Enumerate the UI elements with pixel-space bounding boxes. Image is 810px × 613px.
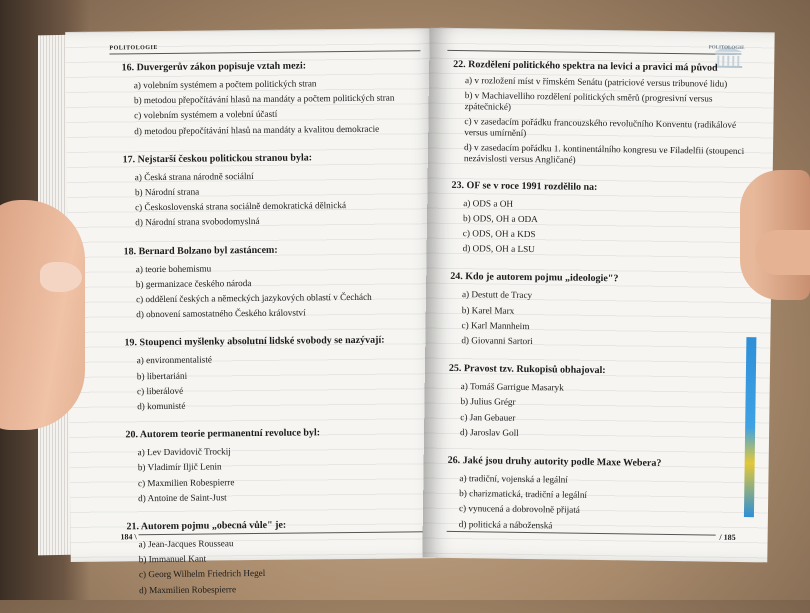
answer-option: d) Antoine de Saint-Just [138,492,227,504]
answer-option: b) metodou přepočítávání hlasů na mandáty a počtem politických stran [133,92,395,106]
answer-option: c) Georg Wilhelm Friedrich Hegel [138,568,266,580]
answer-option: b) Národní strana [134,186,200,198]
answer-option: c) oddělení českých a německých jazykových oblastí v Čechách [135,291,372,305]
answer-option: b) Julius Grégr [460,396,516,408]
question-25 [448,362,749,444]
answer-option: d) v zasedacím pořádku 1. kontinentálního kongresu ve Filadelfii (stoupenci nezávislosti versus Angličané) [463,141,745,165]
question-title: 20. Autorem teorie permanentní revoluce byl: [125,427,321,441]
logo-label: POLITOLOGIE [708,45,745,52]
answer-option: b) Karel Marx [461,304,515,316]
question-17 [123,150,424,231]
thumb-nail [40,262,82,292]
answer-option: a) environmentalisté [136,354,212,366]
answer-option: d) Maxmilien Robespierre [139,583,237,595]
answer-option: a) Česká strana národně sociální [134,170,254,183]
answer-option: c) vynucená a dobrovolně přijatá [458,503,580,516]
answer-option: b) germanizace českého národa [135,277,252,290]
open-book [38,10,780,595]
answer-option: a) Destutt de Tracy [461,289,533,301]
question-title: 25. Pravost tzv. Rukopisů obhajoval: [448,363,606,377]
page-number: / 185 [719,532,736,542]
question-26 [447,454,748,536]
answer-option: b) Vladimír Iljič Lenin [137,461,222,473]
answer-option: b) libertariáni [136,370,188,381]
answer-option: d) ODS, OH a LSU [462,243,535,255]
answer-option: a) volebním systémem a počtem politických stran [133,78,317,91]
answer-option: a) ODS a OH [463,197,514,209]
answer-option: d) metodou přepočítávání hlasů na mandáty a kvalitou demokracie [134,123,380,136]
question-title: 16. Duvergerův zákon popisuje vztah mezi: [121,60,307,74]
answer-option: c) v zasedacím pořádku francouzského revolučního Konventu (radikálové versus umírnění) [464,115,737,138]
answer-option: d) Národní strana svobodomyslná [135,216,260,228]
question-18 [123,242,424,323]
answer-option: c) Karl Mannheim [461,319,530,331]
answer-option: c) Jan Gebauer [460,411,516,423]
right-finger [755,230,810,275]
question-title: 18. Bernard Bolzano byl zastáncem: [123,244,278,258]
running-head: POLITOLOGIE [109,45,158,52]
question-title: 26. Jaké jsou druhy autority podle Maxe Webera? [447,454,662,469]
answer-option: c) ODS, OH a KDS [462,228,536,240]
answer-option: a) Jean-Jacques Rousseau [138,538,234,550]
question-title: 23. OF se v roce 1991 rozdělilo na: [451,179,598,193]
answer-option: c) volebním systémem a volební účastí [134,109,278,121]
question-21 [126,517,427,598]
question-20 [125,425,426,506]
left-hand [0,200,85,430]
answer-option: c) liberálové [136,385,184,397]
question-title: 24. Kdo je autorem pojmu „ideologie"? [450,271,619,285]
answer-option: d) komunisté [137,400,186,412]
answer-option: a) Tomáš Garrigue Masaryk [460,381,564,393]
answer-option: d) politická a náboženská [458,518,553,530]
question-16 [122,58,423,139]
question-title: 21. Autorem pojmu „obecná vůle" je: [126,519,287,533]
answer-option: b) Immanuel Kant [138,553,207,565]
answer-option: a) Lev Davidovič Trockij [137,446,231,458]
answer-option: d) Jaroslav Goll [460,426,519,438]
answer-option: b) ODS, OH a ODA [462,212,538,224]
question-24 [449,270,750,352]
question-23 [451,178,752,260]
question-title: 17. Nejstarší českou politickou stranou byla: [122,152,313,166]
left-page [65,28,446,595]
answer-option: b) charizmatická, tradiční a legální [459,488,588,500]
question-title: 22. Rozdělení politického spektra na levici a pravici má původ [453,58,718,74]
answer-option: b) v Machiavelliho rozdělení politických směrů (progresivní versus zpátečnické) [464,89,713,112]
right-page [422,28,774,563]
question-title: 19. Stoupenci myšlenky absolutní lidské svobody se nazývají: [124,335,385,349]
answer-option: c) Československá strana sociálně demokratická dělnická [135,200,347,213]
answer-option: c) Maxmilien Robespierre [137,476,235,488]
page-number: 184 \ [120,532,137,542]
answer-option: d) Giovanni Sartori [461,335,533,347]
answer-option: a) tradiční, vojenská a legální [459,473,568,485]
right-question-column [446,58,753,550]
answer-option: a) v rozložení míst v římském Senátu (patriciové versus tribunové lidu) [464,75,728,89]
answer-option: d) obnovení samostatného Českého království [136,307,306,320]
left-question-column [122,58,428,612]
question-19 [124,334,425,415]
question-22 [452,58,753,169]
answer-option: a) teorie bohemismu [135,263,212,274]
